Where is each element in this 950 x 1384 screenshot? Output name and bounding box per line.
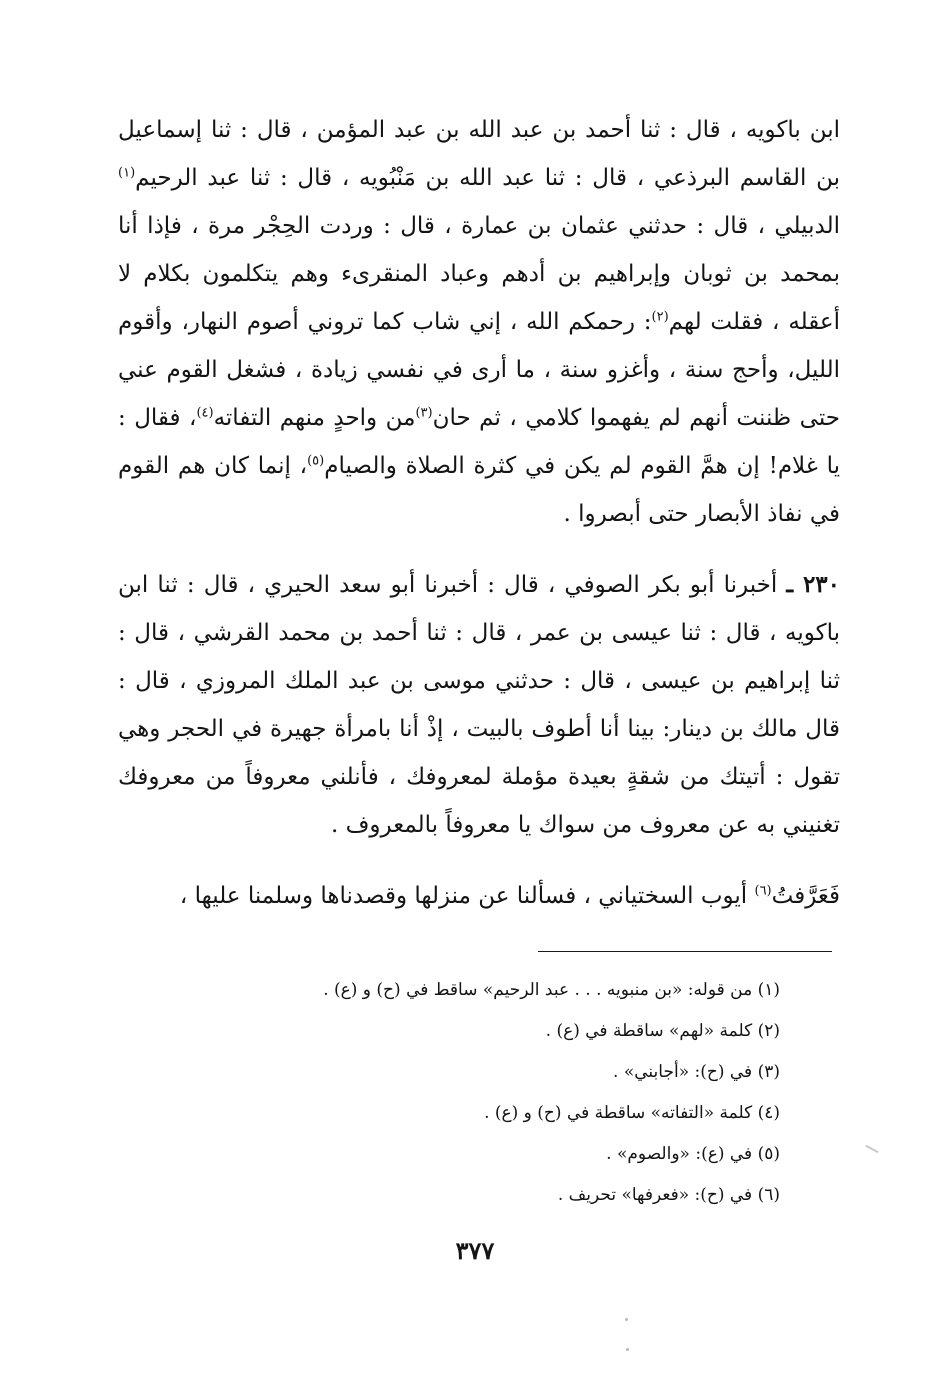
footnote: (٤) كلمة «التفاته» ساقطة في (ح) و (ع) . xyxy=(484,1103,780,1123)
text-run: ، إنما كان هم القوم في نفاذ الأبصار حتى أبصروا . xyxy=(118,453,840,527)
footnote-ref-6: (٦) xyxy=(754,883,772,899)
footnote: (١) من قوله: «بن منبويه . . . عبد الرحيم» ساقط في (ح) و (ع) . xyxy=(323,980,780,1000)
text-run: أيوب السختياني ، فسألنا عن منزلها وقصدناها وسلمنا عليها ، xyxy=(179,883,755,909)
page-number: ٣٧٧ xyxy=(455,1236,495,1265)
text-run: أخبرنا أبو بكر الصوفي ، قال : أخبرنا أبو سعد الحيري ، قال : ثنا ابن باكويه ، قال : ثنا عيسى بن عمر ، قال : ثنا أحمد بن محمد القرشي ، قال : ثنا إبراهيم بن عيسى ، قال : حدثني موسى بن عبد الملك المروزي ، قال : قال مالك بن دينار: بينا أنا أطوف بالبيت ، إذْ أنا بامرأة جهيرة في الحجر وهي تقول : أتيتك من شقةٍ بعيدة مؤملة لمعروفك ، فأنلني معروفاً من معروفك تغنيني به عن معروف من سواك يا معروفاً بالمعروف . xyxy=(118,572,840,838)
scan-mark xyxy=(865,1145,878,1153)
text-run: : رحمكم الله ، إني شاب كما تروني أصوم النهار، وأقوم الليل، وأحج سنة ، وأغزو سنة ، ما أرى في نفسي زيادة ، فشغل القوم عني حتى ظننت أنهم لم يفهموا كلامي ، ثم حان xyxy=(118,309,840,431)
footnote: (٣) في (ح): «أجابني» . xyxy=(613,1062,780,1082)
footnote-ref-2: (٢) xyxy=(651,309,669,325)
text-run: ، فقال : يا غلام! إن همَّ القوم لم يكن في كثرة الصلاة والصيام xyxy=(118,405,840,479)
footnote: (٥) في (ع): «والصوم» . xyxy=(606,1144,780,1164)
footnote-ref-5: (٥) xyxy=(307,453,325,469)
footnotes-list xyxy=(200,970,780,1216)
text-run: من واحدٍ منهم التفاته xyxy=(213,405,416,431)
footnote-ref-3: (٣) xyxy=(415,405,433,421)
footnote-ref-4: (٤) xyxy=(196,405,214,421)
scan-dot xyxy=(626,1348,629,1351)
text-run: فَعَرَّفتُ xyxy=(771,883,840,909)
entry-number: ٢٣٠ ـ xyxy=(786,571,841,598)
scan-dot xyxy=(625,1318,628,1321)
footnote: (٢) كلمة «لهم» ساقطة في (ع) . xyxy=(545,1021,780,1041)
footnote: (٦) في (ح): «فعرفها» تحريف . xyxy=(557,1185,780,1205)
paragraph-narration xyxy=(118,106,840,538)
text-run: ابن باكويه ، قال : ثنا أحمد بن عبد الله بن عبد المؤمن ، قال : ثنا إسماعيل بن القاسم البرذعي ، قال : ثنا عبد الله بن مَنْبُويه ، قال : ثنا عبد الرحيم xyxy=(118,117,840,191)
paragraph-entry-230 xyxy=(118,561,840,849)
footnote-separator xyxy=(538,951,832,952)
text-run: الدبيلي ، قال : حدثني عثمان بن عمارة ، قال : وردت الحِجْر مرة ، فإذا أنا بمحمد بن ثوبان وإبراهيم بن أدهم وعباد المنقرىء وهم يتكلمون بكلام لا أعقله ، فقلت لهم xyxy=(118,213,841,335)
footnote-ref-1: (١) xyxy=(118,165,136,181)
paragraph-continuation xyxy=(118,872,840,920)
